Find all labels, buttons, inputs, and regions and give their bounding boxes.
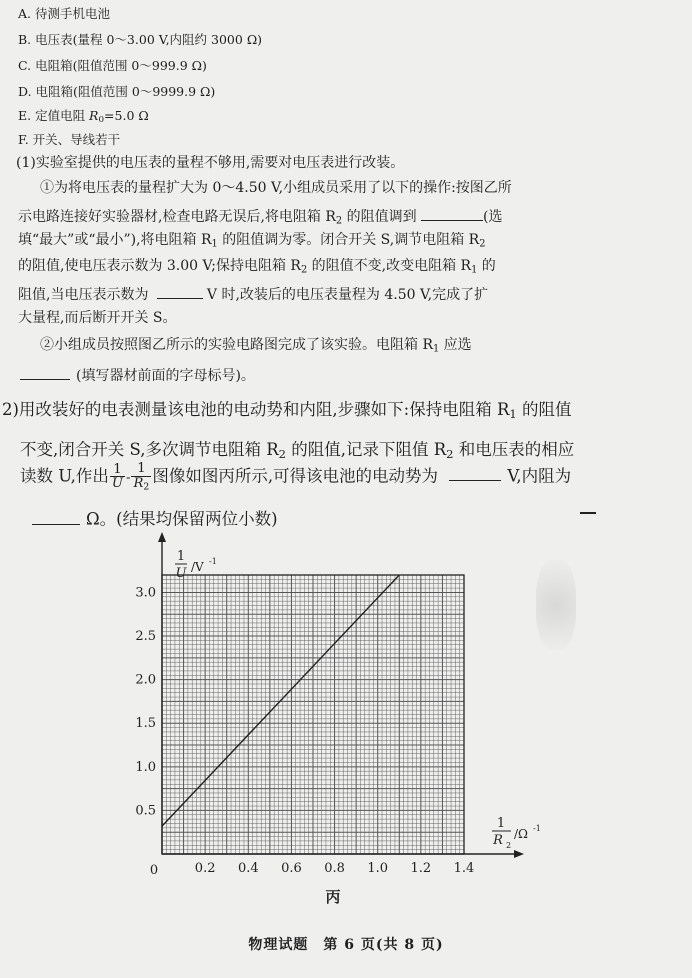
q2-line3: 读数 U,作出 $\frac{1}{U}$ - $\frac{1}{R_2}$ 图像如图丙所示,可得该电池的电动势为 V,内阻为	[20, 461, 572, 493]
y-tick-label: 3.0	[135, 585, 156, 601]
chart-caption: 丙	[325, 888, 341, 906]
option-c: C. 电阻箱(阻值范围 0～999.9 Ω)	[18, 58, 207, 73]
origin-label: 0	[149, 863, 159, 878]
x-label-numerator: 1	[496, 816, 506, 831]
y-axis-label	[175, 549, 217, 581]
x-tick-label: 0.4	[237, 861, 259, 876]
q2-line4: Ω。(结果均保留两位小数)	[32, 507, 278, 529]
x-label-denominator: R	[493, 833, 503, 848]
x-tick-label: 0.6	[281, 861, 302, 876]
y-tick-label: 2.5	[135, 629, 156, 645]
q1-part1-line1: ①为将电压表的量程扩大为 0～4.50 V,小组成员采用了以下的操作:按图乙所	[40, 180, 512, 196]
x-tick-label: 0.8	[324, 861, 345, 876]
page-footer: 物理试题 第 6 页(共 8 页)	[248, 937, 444, 953]
q1-intro: (1)实验室提供的电压表的量程不够用,需要对电压表进行改装。	[16, 155, 405, 171]
q1-part2-line2: (填写器材前面的字母标号)。	[20, 365, 255, 385]
x-axis-arrow	[514, 850, 524, 858]
option-a: A. 待测手机电池	[18, 6, 110, 21]
q2-line1: 2)用改装好的电表测量该电池的电动势和内阻,步骤如下:保持电阻箱 $R_1$ 的阻值	[2, 400, 572, 421]
x-tick-label: 1.2	[410, 861, 432, 876]
y-tick-label: 1.0	[135, 759, 156, 775]
q1-part1-line6: 大量程,而后断开开关 S。	[18, 310, 177, 326]
q2-line2: 不变,闭合开关 S,多次调节电阻箱 $R_2$ 的阻值,记录下阻值 $R_2$ 和电压表的相应	[20, 440, 575, 461]
y-tick-label: 0.5	[135, 803, 156, 819]
q1-part1-line3: 填“最大”或“最小”),将电阻箱 $R_1$ 的阻值调为零。闭合开关 S,调节电阻箱 $R_2$	[18, 232, 486, 250]
y-tick-label: 2.0	[135, 672, 156, 688]
q1-part1-line4: 的阻值,使电压表示数为 3.00 V;保持电阻箱 $R_2$ 的阻值不变,改变电阻箱 $R_1$ 的	[18, 258, 496, 276]
y-label-unit: /V	[191, 560, 204, 574]
x-tick-label: 1.0	[367, 861, 389, 876]
q1-part2-line1: ②小组成员按照图乙所示的实验电路图完成了该实验。电阻箱 $R_1$ 应选	[40, 337, 472, 355]
option-d: D. 电阻箱(阻值范围 0～9999.9 Ω)	[18, 84, 216, 99]
y-label-denominator: U	[175, 566, 187, 581]
fraction-one-over-u: $\frac{1}{U}$	[111, 461, 124, 492]
option-f: F. 开关、导线若干	[18, 132, 121, 147]
y-axis-arrow	[158, 532, 166, 542]
x-label-unit: /Ω	[514, 827, 528, 841]
x-axis-label	[492, 816, 541, 850]
q1-part1-line2: 示电路连接好实验器材,检查电路无误后,将电阻箱 $R_2$ 的阻值调到 (选	[18, 206, 503, 227]
option-b: B. 电压表(量程 0～3.00 V,内阻约 3000 Ω)	[18, 32, 263, 47]
q1-part1-line5: 阻值,当电压表示数为 V 时,改装后的电压表量程为 4.50 V,完成了扩	[18, 284, 488, 304]
y-label-unit-exponent: -1	[209, 557, 217, 566]
y-label-numerator: 1	[176, 549, 186, 564]
chart-grid	[162, 575, 464, 854]
x-tick-label: 0.2	[194, 861, 216, 876]
x-tick-label: 1.4	[453, 861, 475, 876]
x-label-denominator-subscript: 2	[506, 841, 512, 850]
fraction-one-over-r2: $\frac{1}{R_2}$	[133, 461, 150, 493]
y-tick-label: 1.5	[135, 716, 156, 732]
x-label-unit-exponent: -1	[533, 824, 541, 833]
option-e: E. 定值电阻 $R_0=5.0$ Ω	[18, 108, 149, 126]
